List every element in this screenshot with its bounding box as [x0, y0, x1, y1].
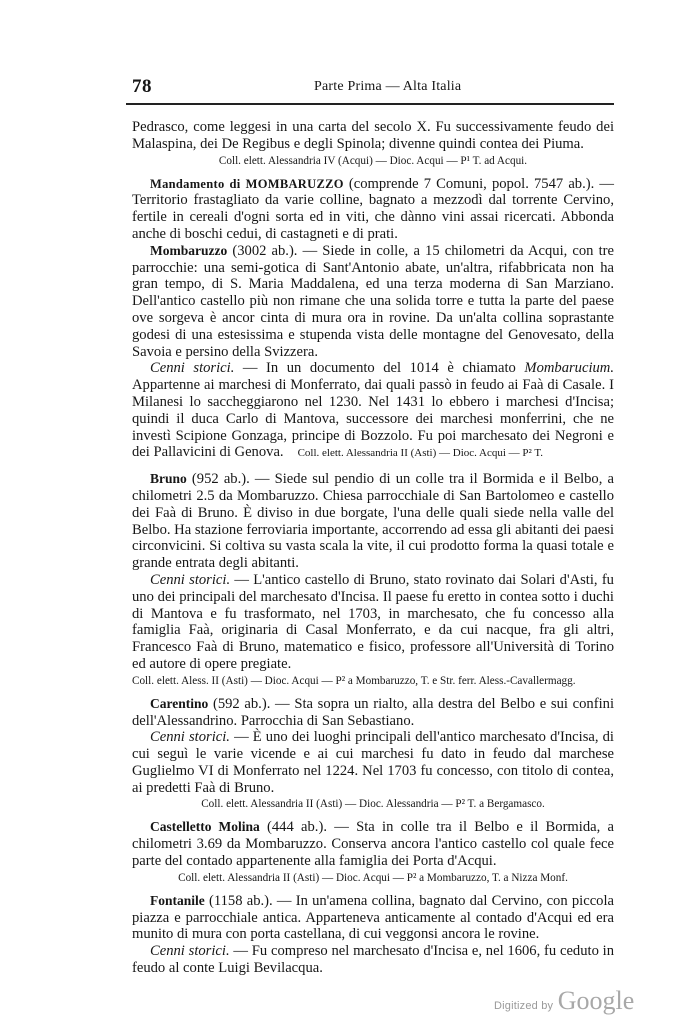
mombaruzzo-note: Coll. elett. Alessandria II (Asti) — Dioc. Acqui — P² T.	[297, 447, 544, 460]
intro-paragraph: Pedrasco, come leggesi in una carta del secolo X. Fu successivamente feudo dei Malaspina, dei De Regibus e degli Spinola; divenne quindi contea dei Piuma.	[132, 119, 614, 152]
mombaruzzo-paragraph	[132, 243, 614, 361]
intro-note: Coll. elett. Alessandria IV (Acqui) — Dioc. Acqui — P¹ T. ad Acqui.	[218, 154, 528, 167]
bruno-text: (952 ab.). — Siede sul pendio di un colle tra il Bormida e il Belbo, a chilometri 2.5 da Mombaruzzo. Chiesa parrocchiale di San Bartolomeo e castello dei Faà di Bruno. È diviso in due borgate, l'una delle quali siede nella valle del Belbo. Ha stazione ferroviaria importante, accorrendo ad essa gli abitanti dei paesi circonvicini. Si coltiva su vasta scala la vite, il cui prodotto forma la quasi totale e grande entrata degli abitanti.	[132, 471, 614, 572]
mombaruzzo-cenni-a: — In un documento del 1014 è chiamato	[242, 360, 516, 377]
mandamento-name: MOMBARUZZO	[245, 176, 344, 191]
mombaruzzo-text: (3002 ab.). — Siede in colle, a 15 chilometri da Acqui, con tre parrocchie: una semi-gotica di Sant'Antonio abate, un'altra, rifabbricata non ha gran tempo, di S. Maria Maddalena, ed una terza moderna di San Marziano. Dell'antico castello più non rimane che una solida torre e tutta la parte del paese ove sorgeva è ancor cinta di mura ora in rovine. Da un'alta collina soprastante godesi di una estesissima e stupenda vista delle montagne del Genovesato, della Savoia e persino della Svizzera.	[132, 242, 614, 360]
fontanile-paragraph	[132, 893, 614, 943]
carentino-note: Coll. elett. Alessandria II (Asti) — Dioc. Alessandria — P² T. a Bergamasco.	[201, 798, 545, 811]
castelletto-paragraph	[132, 819, 614, 869]
mombaruzzo-headword: Mombaruzzo	[150, 242, 228, 258]
mombaruzzo-latin-name: Mombarucium.	[524, 360, 614, 377]
mandamento-text: (comprende 7 Comuni, popol. 7547 ab.). — Territorio frastagliato da varie colline, bagnato a mezzodì dal torrente Cervino, fertile in cereali d'ogni sorta ed in viti, che dànno vini assai ricercati. Abbonda anche di boschi cedui, di castagneti e di prati.	[132, 175, 614, 242]
bruno-cenni-label: Cenni storici.	[150, 571, 231, 588]
carentino-history	[132, 729, 614, 796]
carentino-headword: Carentino	[150, 695, 209, 711]
fontanile-cenni-label: Cenni storici.	[150, 943, 230, 960]
bruno-paragraph	[132, 471, 614, 572]
bruno-cenni: — L'antico castello di Bruno, stato rovinato dai Solari d'Asti, fu uno dei principali del marchesato d'Incisa. Il paese fu eretto in contea sotto i duchi di Mantova e fu trasformato, nel 1703, in marchesato, che fu concesso alla famiglia Faà, originaria di Casal Monferrato, e da cui nacque, fra gli altri, Francesco Faà di Bruno, matematico e fisico, professore all'Università di Torino ed autore di opere pregiate.	[132, 571, 614, 672]
watermark-digitized: Digitized by	[494, 1000, 554, 1012]
fontanile-history	[132, 943, 614, 977]
fontanile-headword: Fontanile	[150, 892, 205, 908]
page-header	[132, 76, 610, 98]
mombaruzzo-cenni-b: Appartenne ai marchesi di Monferrato, dai quali passò in feudo ai Faà di Casale. I Milanesi lo saccheggiarono nel 1230. Nel 1431 lo ebbero i marchesi d'Incisa; quindi il duca Carlo di Mantova, successore dei marchesi monferrini, che ne investì Scipione Gonzaga, principe di Bozzolo. Fu poi marchesato dei Negroni e dei Pallavicini di Genova.	[132, 377, 614, 461]
running-title: Parte Prima — Alta Italia	[314, 79, 462, 94]
body-text	[132, 119, 614, 977]
castelletto-headword: Castelletto Molina	[150, 819, 260, 835]
mombaruzzo-cenni-label: Cenni storici.	[150, 360, 235, 377]
google-watermark	[494, 986, 634, 1016]
fontanile-text: (1158 ab.). — In un'amena collina, bagnato dal Cervino, con piccola piazza e parrocchiale antica. Apparteneva anticamente al contado d'Acqui ed era munito di mura con porta castellana, di cui veggonsi ancora le rovine.	[132, 892, 614, 943]
castelletto-note: Coll. elett. Alessandria II (Asti) — Dioc. Acqui — P² a Mombaruzzo, T. a Nizza Monf.	[178, 871, 568, 884]
carentino-cenni-label: Cenni storici.	[150, 729, 230, 746]
google-logo: Google	[557, 986, 635, 1015]
carentino-paragraph	[132, 696, 614, 730]
bruno-note: Coll. elett. Aless. II (Asti) — Dioc. Acqui — P² a Mombaruzzo, T. e Str. ferr. Aless.-Cavallermagg.	[132, 674, 576, 687]
carentino-text: (592 ab.). — Sta sopra un rialto, alla destra del Belbo e sui confini dell'Alessandrino. Parrocchia di San Sebastiano.	[132, 695, 614, 729]
mandamento-paragraph	[132, 176, 614, 243]
header-rule	[126, 103, 614, 105]
bruno-history	[132, 572, 614, 673]
page-number: 78	[132, 76, 152, 97]
carentino-cenni: — È uno dei luoghi principali dell'antico marchesato d'Incisa, di cui seguì le varie vicende e ai cui marchesi fu dato in feudo dal marchese Guglielmo VI di Monferrato nel 1224. Nel 1703 fu concesso, con titolo di contea, ai predetti Faà di Bruno.	[132, 729, 614, 796]
mandamento-label: Mandamento di	[150, 176, 241, 191]
bruno-headword: Bruno	[150, 471, 187, 487]
mombaruzzo-history	[132, 360, 614, 462]
fontanile-cenni: — Fu compreso nel marchesato d'Incisa e, nel 1606, fu ceduto in feudo al conte Luigi Bevilacqua.	[132, 943, 614, 977]
castelletto-text: (444 ab.). — Sta in colle tra il Belbo e il Bormida, a chilometri 3.69 da Mombaruzzo. Conserva ancora l'antico castello col quale fece parte del contado appartenente alla famiglia dei Porta d'Acqui.	[132, 819, 615, 870]
